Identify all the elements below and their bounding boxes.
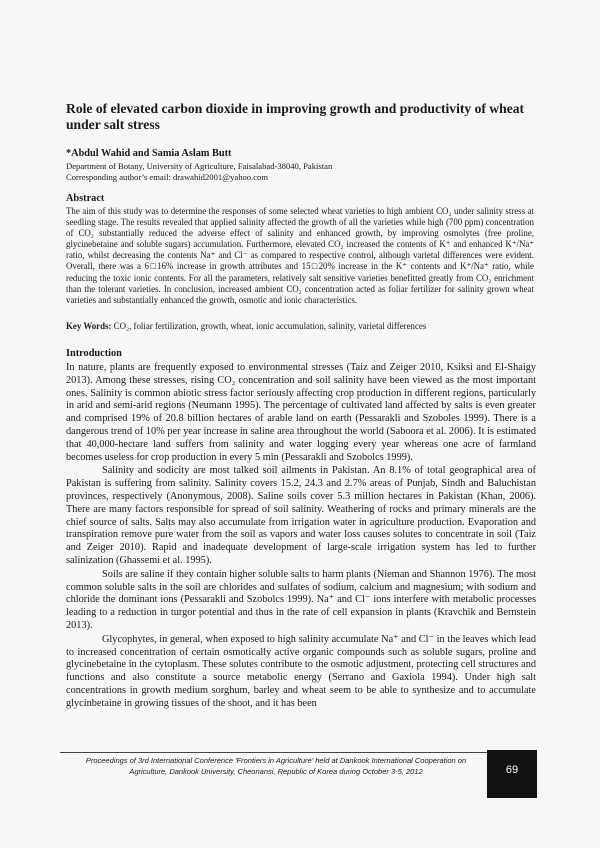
page-number: 69 bbox=[487, 750, 537, 798]
footer-line-2: Agriculture, Dankook University, Cheonansi, Republic of Korea during October 3-5, 2012 bbox=[129, 767, 423, 776]
affiliation-block bbox=[66, 161, 536, 182]
corresponding-email: Corresponding author’s email: drawahid2001@yahoo.com bbox=[66, 171, 269, 182]
keywords-label: Key Words: bbox=[66, 321, 112, 331]
abstract-heading: Abstract bbox=[66, 193, 105, 204]
intro-paragraph: Soils are saline if they contain higher soluble salts to harm plants (Nieman and Shannon 1976). The most common soluble salts in the soil are chlorides and sulfates of sodium, calcium and magnesium; with sodium and chloride the dominant ions (Pessarakli and Szobolcs 1999). Na⁺ and Cl⁻ ions interfere with metabolic processes leading to a reduction in turgor potential and thus in the rate of cell expansion in plants (Kravchik and Bernstein 2013). bbox=[66, 568, 536, 631]
intro-paragraph: Glycophytes, in general, when exposed to high salinity accumulate Na⁺ and Cl⁻ in the leaves which lead to increased concentration of certain osmotically active organic compounds such as soluble sugars, proline and glycinebetaine in the cytoplasm. These solutes contribute to the osmotic adjustment, protecting cell structures and functions and also constitute a source metabolic energy (Serrano and Gaxiola 1994). Under high salt concentrations in growth medium sorghum, barley and wheat seem to be able to synthesize and to accumulate glycinbetaine in growing tissues of the shoot, and it has been bbox=[66, 633, 536, 709]
proceedings-footer bbox=[66, 755, 486, 777]
footer-line-1: Proceedings of 3rd International Conference 'Frontiers in Agriculture' held at Dankook International Cooperation on bbox=[85, 756, 467, 765]
introduction-heading: Introduction bbox=[66, 348, 122, 359]
intro-paragraph: In nature, plants are frequently exposed to environmental stresses (Taiz and Zeiger 2010, Ksiksi and El-Shaigy 2013). Among these stresses, rising CO₂ concentration and soil salinity have been viewed as the most important ones. Salinity is common abiotic stress factor seriously affecting crop production in different regions, particularly in arid and semi-arid regions (Neumann 1995). The percentage of cultivated land affected by salts is even greater and comprised 19% of 20.8 billion hectares of arable land on earth (Pessarakli and Szoboles 1999). There is a dangerous trend of 10% per year increase in saline area throughout the world (Saboora et al. 2006). It is estimated that 40,000-hectare land suffers from salinity and water logging every year whereas one acre of farmland becomes useless for crop production in every 5 min (Pessarakli and Szobolcs 1999). bbox=[66, 362, 536, 463]
affiliation: Department of Botany, University of Agriculture, Faisalabad-38040, Pakistan bbox=[66, 161, 333, 171]
introduction-body bbox=[66, 362, 536, 711]
abstract-text: The aim of this study was to determine the responses of some selected wheat varieties to high ambient CO₂ under salinity stress at seedling stage. The results revealed that applied salinity affected the growth of all the varieties while high (700 ppm) concentration of CO₂ substantially reduced the adverse effect of salinity and enhanced growth, by improving osmolytes (free proline, glycinebetaine and soluble sugars) accumulation. Furthermore, elevated CO₂ increased the contents of K⁺ and enhanced K⁺/Na⁺ ratio, whilst decreasing the contents Na⁺ and Cl⁻ as compared to respective control, although varietal differences were evident. Overall, there was a 6□16% increase in growth attributes and 15□20% increase in the K⁺ contents and K⁺/Na⁺ ratio, while reducing the toxic ionic contents. For all the parameters, relatively salt sensitive varieties benefitted greatly from CO₂ enrichment than the tolerant varieties. In conclusion, increased ambient CO₂ concentration acted as foliar fertilizer for salinity grown wheat varieties and substantially enhanced the growth, osmotic and ionic characteristics. bbox=[66, 206, 534, 305]
paper-title: Role of elevated carbon dioxide in improving growth and productivity of wheat under salt stress bbox=[66, 101, 525, 132]
footer-divider bbox=[60, 752, 508, 753]
keywords-line bbox=[66, 321, 536, 332]
intro-paragraph: Salinity and sodicity are most talked soil ailments in Pakistan. An 8.1% of total geographical area of Pakistan is suffering from salinity. Salinity covers 15.2, 24.3 and 2.7% areas of Punjab, Sindh and Baluchistan provinces, respectively (Anonymous, 2008). Saline soils cover 5.3 million hectares in Pakistan (Khan, 2006). There are many factors responsible for spread of soil salinity. Weathering of rocks and primary minerals are the chief source of salts. Salts may also accumulate from irrigation water in agriculture production. Evaporation and transpiration remove pure water from the soil as vapors and water loss causes solutes to concentrate in soil (Taiz and Zeiger 2010). Rapid and inadequate development of large-scale irrigation system has led to further salinization (Ghassemi et al. 1995). bbox=[66, 465, 536, 566]
author-line: *Abdul Wahid and Samia Aslam Butt bbox=[66, 148, 232, 159]
keywords-text: CO₂, foliar fertilization, growth, wheat, ionic accumulation, salinity, varietal differences bbox=[111, 321, 427, 331]
